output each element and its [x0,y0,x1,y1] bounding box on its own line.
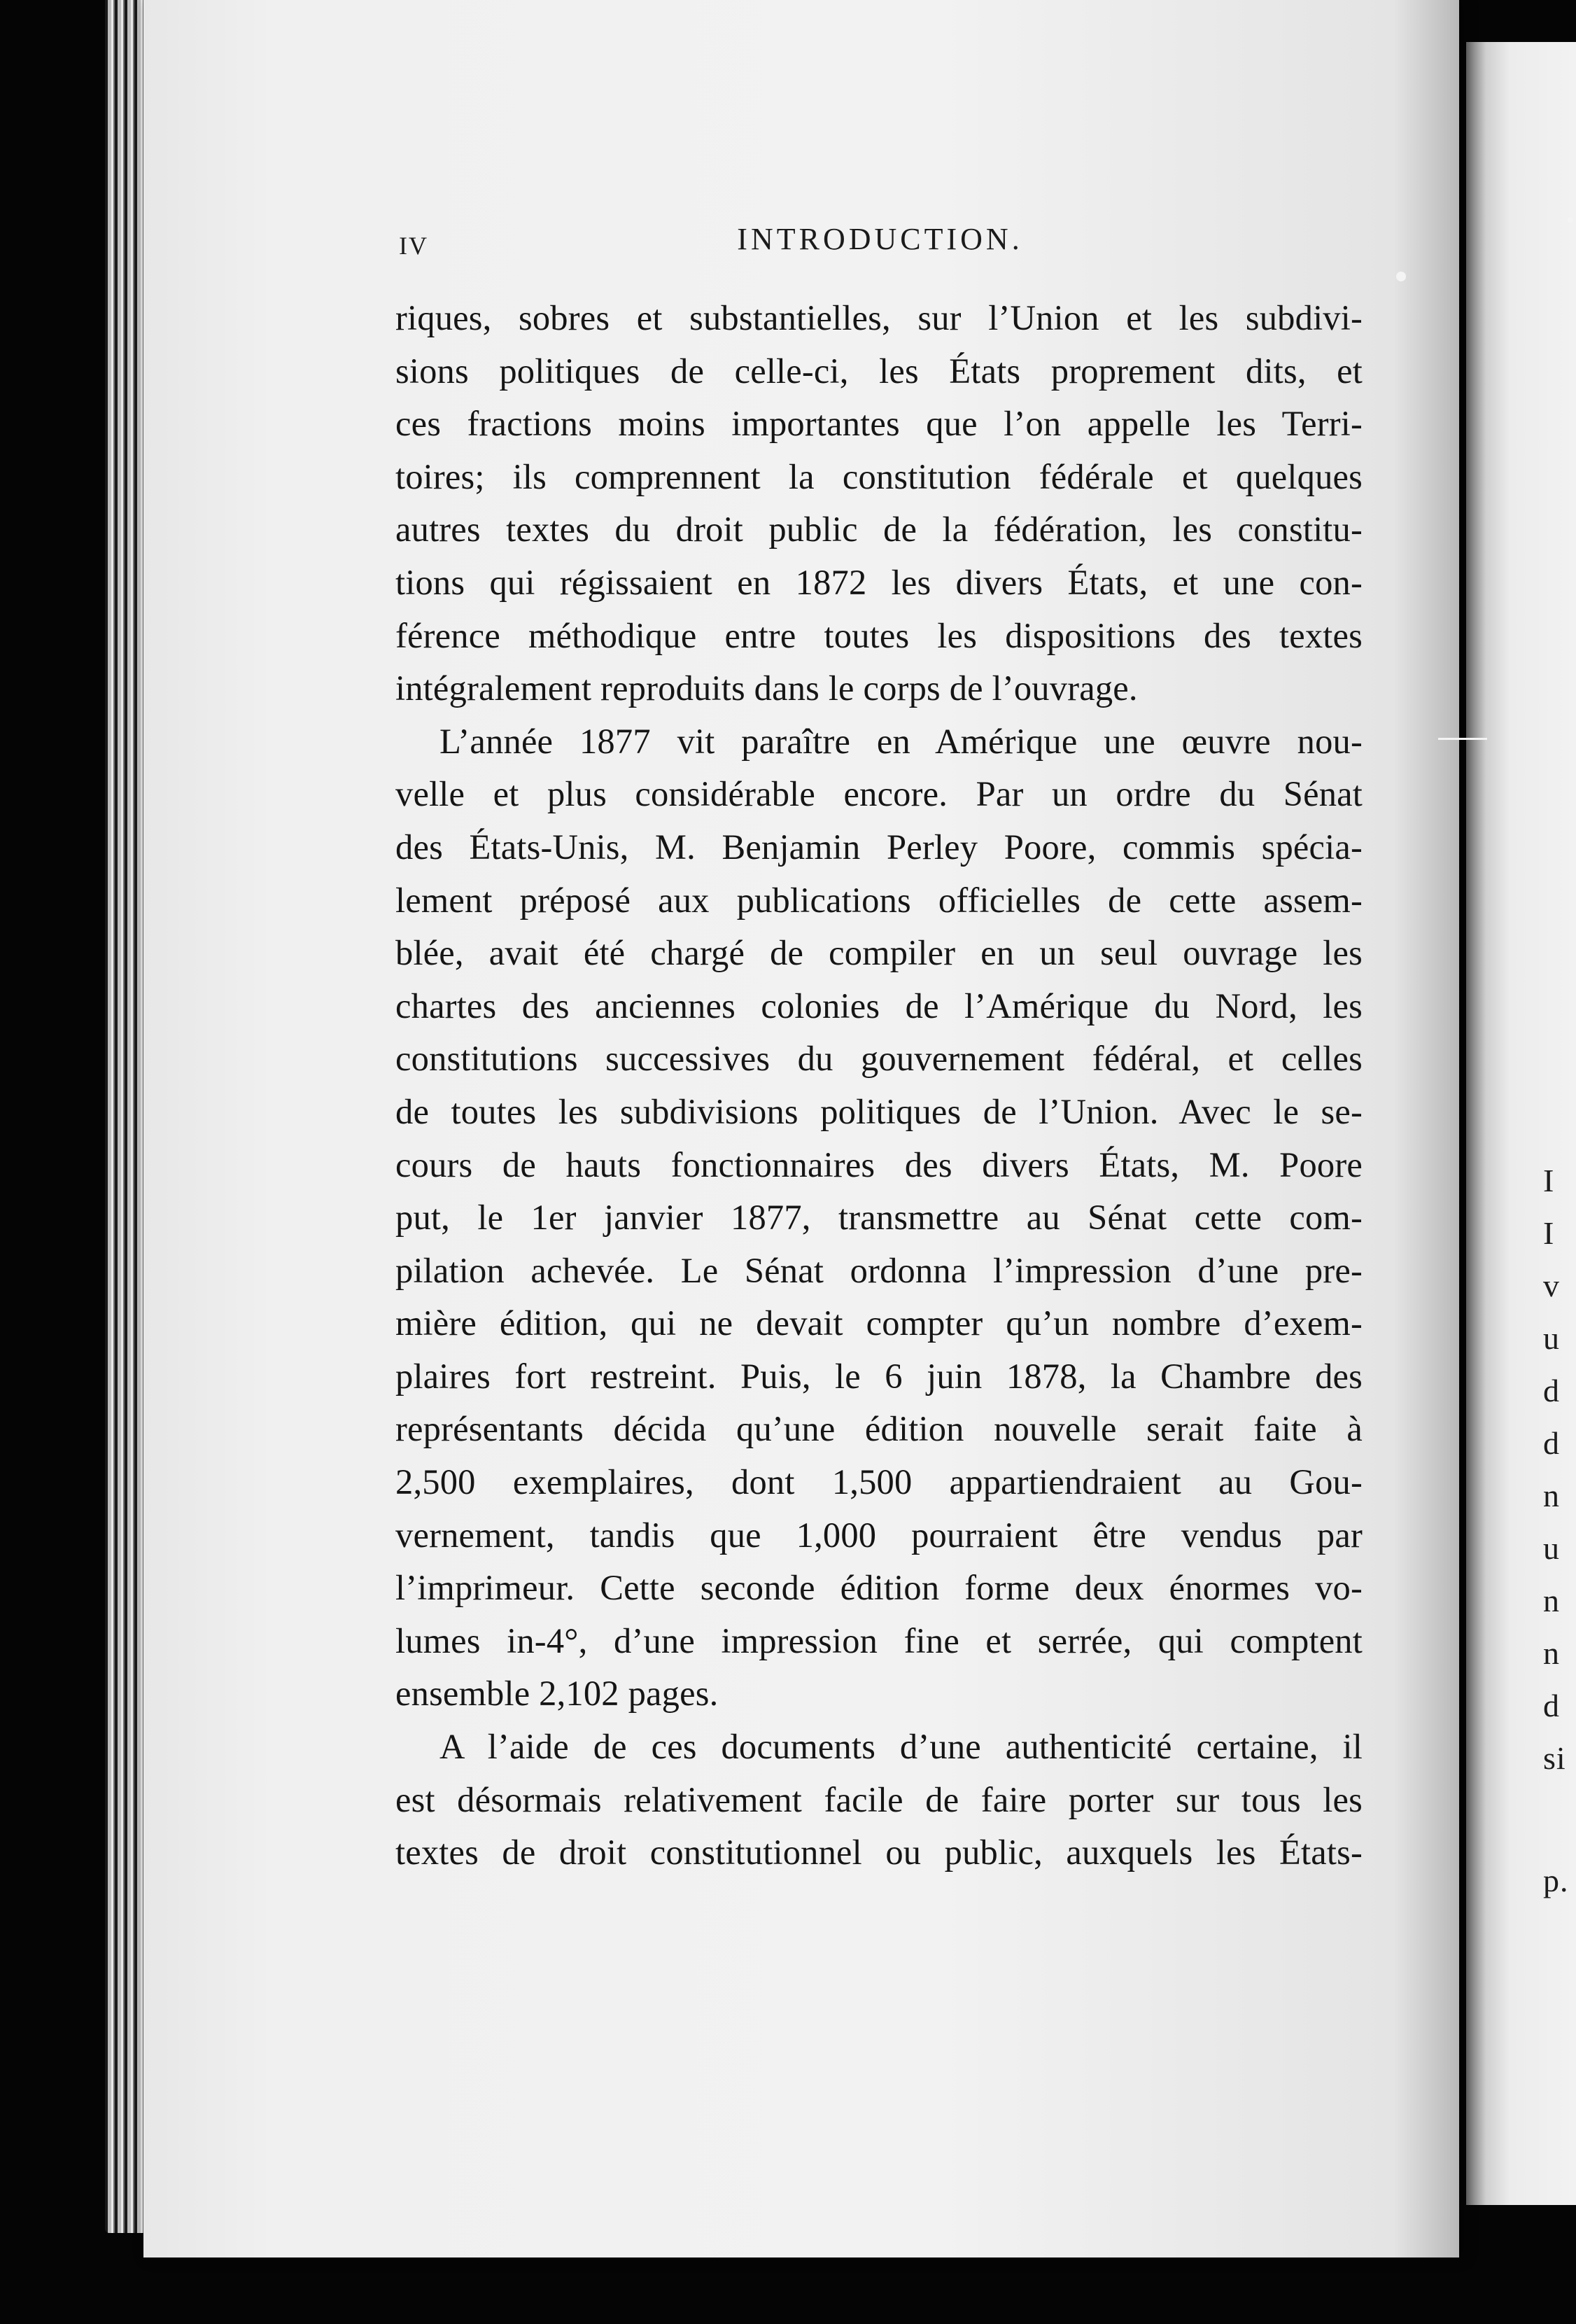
text-line: L’année 1877 vit paraître en Amérique une œuvre nou- [439,721,1363,761]
facing-page-fragment: d [1543,1688,1560,1723]
facing-page-fragment: n [1543,1635,1560,1671]
text-line: des États-Unis, M. Benjamin Perley Poore, commis spécia- [395,827,1363,867]
facing-page-fragment: n [1543,1478,1560,1513]
text-line: lement préposé aux publications officielles de cette assem- [395,880,1363,920]
scan-speck [1438,738,1487,740]
text-line: ensemble 2,102 pages. [395,1674,719,1714]
facing-page-fragment: d [1543,1425,1560,1461]
text-line: autres textes du droit public de la fédération, les constitu- [395,510,1363,550]
text-line: vernement, tandis que 1,000 pourraient être vendus par [395,1515,1363,1555]
text-line: velle et plus considérable encore. Par un ordre du Sénat [395,774,1363,814]
body-text [395,292,1363,1879]
facing-page-fragment: u [1543,1320,1560,1356]
text-line: chartes des anciennes colonies de l’Amérique du Nord, les [395,986,1363,1026]
text-line: sions politiques de celle-ci, les États proprement dits, et [395,351,1363,391]
text-line: de toutes les subdivisions politiques de l’Union. Avec le se- [395,1091,1363,1131]
text-line: 2,500 exemplaires, dont 1,500 appartiendraient au Gou- [395,1462,1363,1502]
text-line: put, le 1er janvier 1877, transmettre au Sénat cette com- [395,1198,1363,1238]
text-line: textes de droit constitutionnel ou public, auxquels les États- [395,1833,1363,1872]
text-line: ces fractions moins importantes que l’on appelle les Terri- [395,404,1363,444]
text-line: représentants décida qu’une édition nouvelle serait faite à [395,1409,1363,1449]
text-line: férence méthodique entre toutes les dispositions des textes [395,615,1363,655]
facing-page-fragment: v [1543,1268,1560,1303]
scan-speck [1396,272,1406,281]
running-head: INTRODUCTION. [737,222,1023,256]
facing-page-fragment: u [1543,1530,1560,1566]
text-line: tions qui régissaient en 1872 les divers États, et une con- [395,562,1363,602]
facing-page-fragment: I [1543,1163,1555,1198]
facing-page-fragment: I [1543,1215,1555,1251]
facing-page-fragment: d [1543,1373,1560,1408]
text-line: mière édition, qui ne devait compter qu’un nombre d’exem- [395,1303,1363,1343]
text-line: A l’aide de ces documents d’une authenticité certaine, il [439,1727,1363,1767]
text-line: constitutions successives du gouvernement fédéral, et celles [395,1039,1363,1079]
text-line: plaires fort restreint. Puis, le 6 juin 1878, la Chambre des [395,1356,1363,1396]
text-line: l’imprimeur. Cette seconde édition forme deux énormes vo- [395,1568,1363,1608]
text-line: est désormais relativement facile de faire porter sur tous les [395,1779,1363,1819]
scan-speck [1568,217,1573,223]
text-line: pilation achevée. Le Sénat ordonna l’impression d’une pre- [395,1250,1363,1290]
facing-page-fragment: n [1543,1583,1560,1618]
text-line: blée, avait été chargé de compiler en un seul ouvrage les [395,933,1363,973]
text-line: lumes in-4°, d’une impression fine et serrée, qui comptent [395,1620,1363,1660]
page-number: IV [399,232,428,260]
text-line: cours de hauts fonctionnaires des divers États, M. Poore [395,1144,1363,1184]
text-line: toires; ils comprennent la constitution fédérale et quelques [395,456,1363,496]
text-line: intégralement reproduits dans le corps de l’ouvrage. [395,668,1138,708]
facing-page-fragment: si [1543,1740,1566,1776]
text-line: riques, sobres et substantielles, sur l’Union et les subdivi- [395,298,1363,337]
page-header [399,218,1361,267]
facing-page-fragment: p. [1543,1863,1569,1898]
